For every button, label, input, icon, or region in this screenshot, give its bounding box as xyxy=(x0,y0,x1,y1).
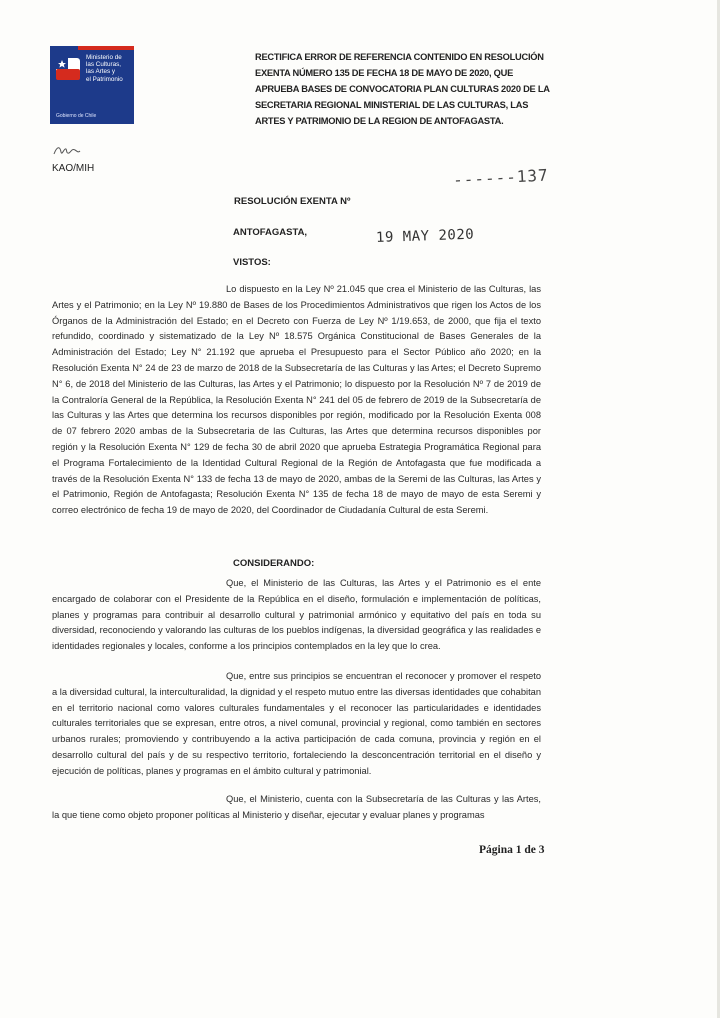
ministry-line: las Culturas, xyxy=(86,61,121,69)
ministry-logo xyxy=(50,46,134,124)
considerando-paragraph xyxy=(52,792,541,824)
considerando-text: Que, el Ministerio de las Culturas, las Artes y el Patrimonio es el ente encargado de colaborar con el Presidente de la República en el diseño, formulación e implementación de políticas, planes y programas para contribuir al desarrollo cultural y patrimonial armónico y equitativo del país en toda su diversidad, reconociendo y valorando las culturas de los pueblos indígenas, la diversidad geográfica y las realidades e identidades regionales y locales, conforme a los principios contemplados en la ley que lo crea. xyxy=(52,578,541,652)
considerando-heading: CONSIDERANDO: xyxy=(233,558,315,569)
date-stamp: 19 MAY 2020 xyxy=(375,226,475,246)
ministry-name xyxy=(86,54,132,83)
considerando-paragraph xyxy=(52,576,541,655)
considerando-text: Que, el Ministerio, cuenta con la Subsecretaría de las Culturas y las Artes, la que tiene como objeto proponer políticas al Ministerio y diseñar, ejecutar y evaluar planes y programas xyxy=(52,794,541,820)
ministry-line: las Artes y xyxy=(86,68,116,76)
document-title: RECTIFICA ERROR DE REFERENCIA CONTENIDO EN RESOLUCIÓN EXENTA NÚMERO 135 DE FECHA 18 DE MAYO DE 2020, QUE APRUEBA BASES DE CONVOCATORIA PLAN CULTURAS 2020 DE LA SECRETARIA REGIONAL MINISTERIAL DE LAS CULTURAS, LAS ARTES Y PATRIMONIO DE LA REGION DE ANTOFAGASTA. xyxy=(255,52,550,126)
resolution-label: RESOLUCIÓN EXENTA Nº xyxy=(234,196,351,207)
page-number: Página 1 de 3 xyxy=(479,844,545,856)
vistos-paragraph xyxy=(52,282,541,519)
vistos-text: Lo dispuesto en la Ley Nº 21.045 que crea el Ministerio de las Culturas, las Artes y el Patrimonio; en la Ley Nº 19.880 de Bases de los Procedimientos Administrativos que rigen los Actos de los Órganos de la Administración del Estado; en el Decreto con Fuerza de Ley Nº 1/19.653, de 2000, que fija el texto refundido, coordinado y sistematizado de la Ley Nº 18.575 Orgánica Constitucional de Bases Generales de la Administración del Estado; Ley N° 21.192 que aprueba el Presupuesto para el Sector Público año 2020; en la Resolución Exenta N° 24 de 23 de marzo de 2018 de la Subsecretaría de las Culturas y las Artes; el Decreto Supremo N° 6, de 2018 del Ministerio de las Culturas, las Artes y el Patrimonio; lo dispuesto por la Resolución Nº 7 de 2019 de la Contraloría General de la República, la Resolución Exenta N° 241 del 05 de febrero de 2019 de la Subsecretaría de las Culturas y las Artes que determina los recursos disponibles por región, modificado por la Resolución Exenta 008 de 07 febrero 2020 ambas de la Subsecretaria de las Culturas, las Artes que determina recursos disponibles por región y la Resolución Exenta N° 129 de fecha 30 de abril 2020 que aprueba Estrategia Programática Regional para el Programa Fortalecimiento de la Identidad Cultural Regional de la Región de Antofagasta que fue modificada a través de la Resolución Exenta N° 133 de fecha 13 de mayo de 2020, ambas de la Seremi de las Culturas, las Artes y el Patrimonio, Región de Antofagasta; Resolución Exenta N° 135 de fecha 18 de mayo de mayo de esta Seremi y correo electrónico de fecha 19 de mayo de 2020, del Coordinador de Ciudadanía Cultural de esta Seremi. xyxy=(52,284,541,516)
author-initials: KAO/MIH xyxy=(52,163,95,174)
handwritten-signature xyxy=(52,142,82,158)
flag-stripe xyxy=(50,46,134,50)
ministry-line: el Patrimonio xyxy=(86,75,123,83)
considerando-paragraph xyxy=(52,669,541,780)
coat-of-arms-icon xyxy=(54,54,82,82)
considerando-text: Que, entre sus principios se encuentran el reconocer y promover el respeto a la diversidad cultural, la interculturalidad, la dignidad y el respeto mutuo entre las diversas identidades que cohabitan en el territorio nacional como valores culturales fundamentales y el reconocer las particularidades e identidades culturales territoriales que se expresan, entre otros, a nivel comunal, provincial y regional, como también en sectores urbanos rurales; promoviendo y contribuyendo a la activa participación de cada comuna, provincia y región en el desarrollo cultural del país y de su respectivo territorio, fortaleciendo la desconcentración territorial en el diseño y ejecución de políticas, planes y programas en el ámbito cultural y patrimonial. xyxy=(52,671,541,776)
ministry-line: Ministerio de xyxy=(86,54,122,61)
city-label: ANTOFAGASTA, xyxy=(233,227,308,238)
resolution-number-stamp: ------137 xyxy=(452,165,550,190)
government-label: Gobierno de Chile xyxy=(56,113,97,119)
vistos-heading: VISTOS: xyxy=(233,257,271,268)
